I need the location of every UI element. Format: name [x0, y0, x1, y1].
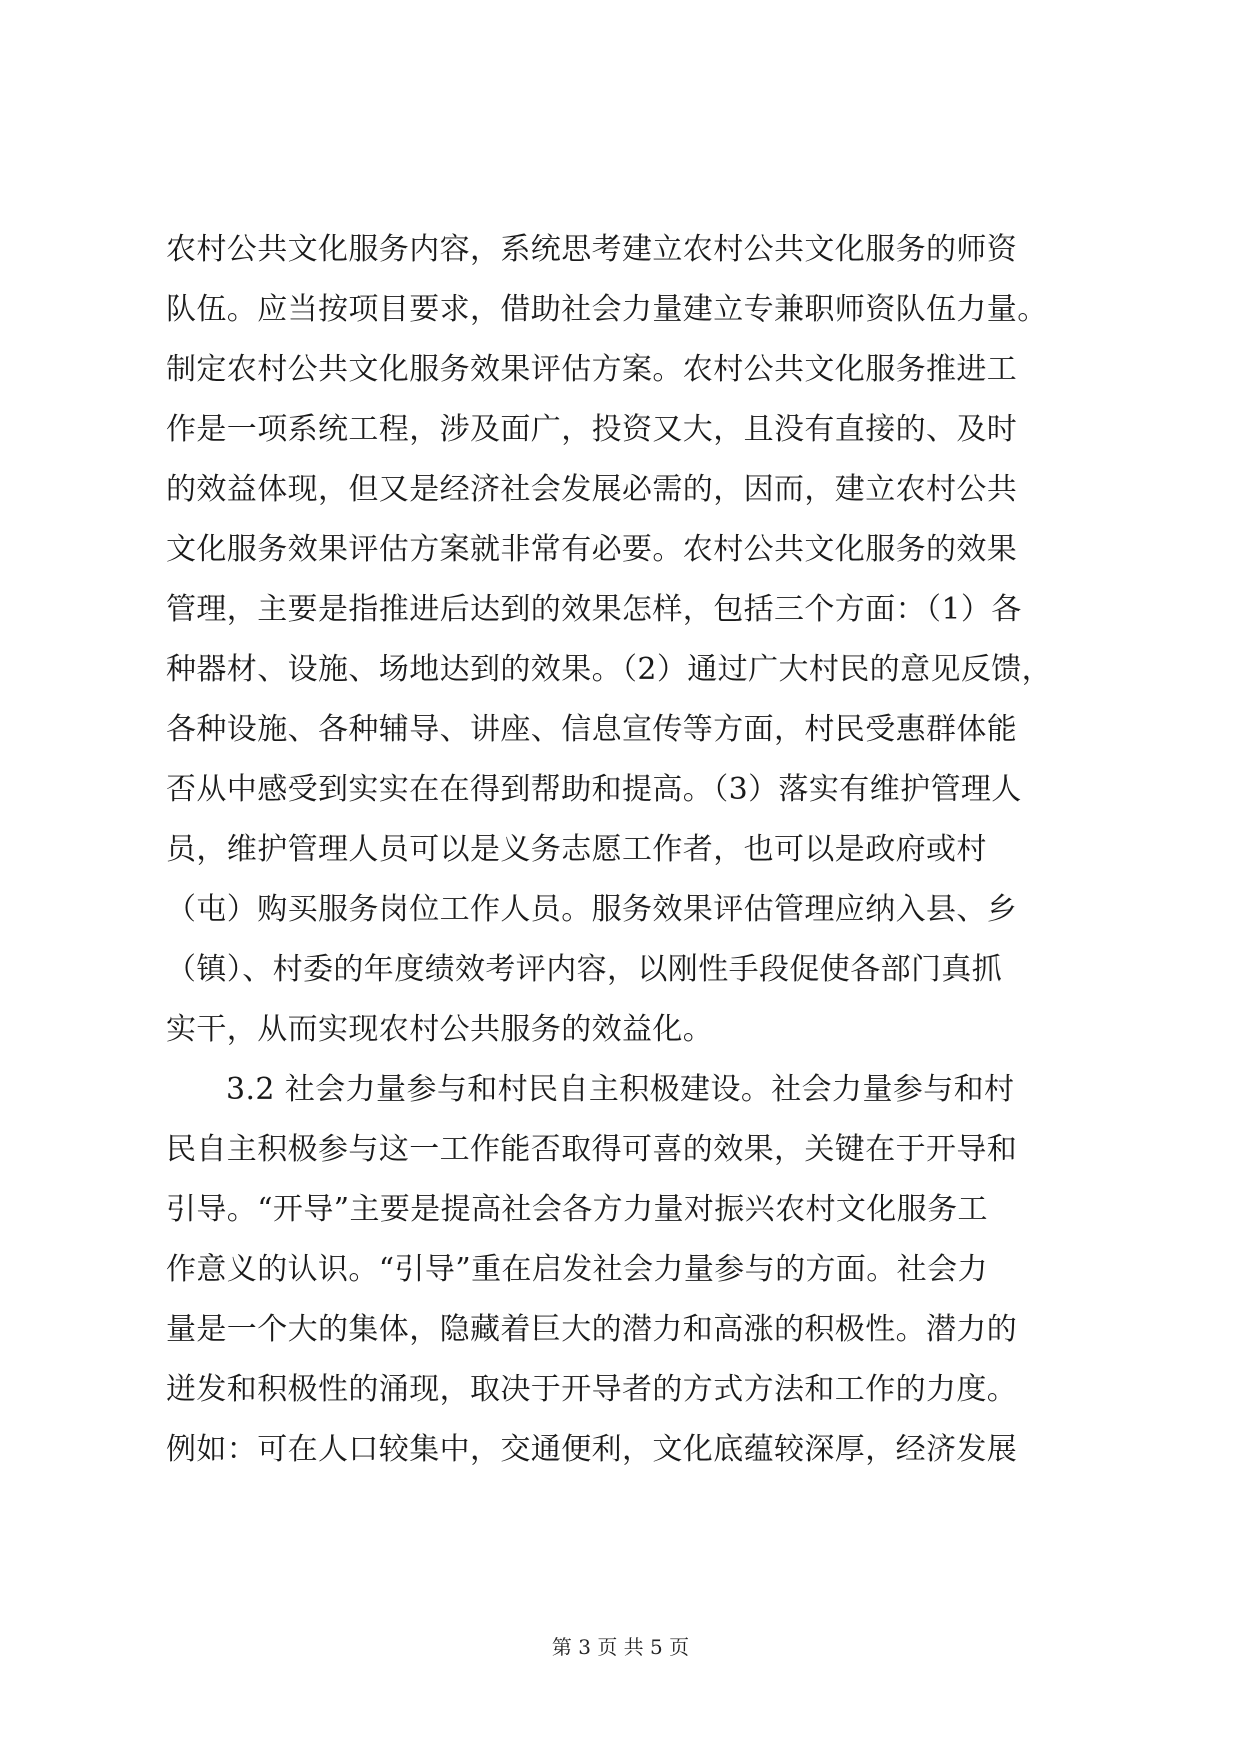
text-line: 作意义的认识。“引导”重在启发社会力量参与的方面。社会力 [166, 1252, 988, 1287]
text-line: 量是一个大的集体，隐藏着巨大的潜力和高涨的积极性。潜力的 [166, 1312, 1018, 1347]
text-line: 的效益体现，但又是经济社会发展必需的，因而，建立农村公共 [166, 472, 1018, 507]
text-line: 否从中感受到实实在在得到帮助和提高。（3）落实有维护管理人 [166, 772, 1022, 807]
text-line: 队伍。应当按项目要求，借助社会力量建立专兼职师资队伍力量。 [166, 292, 1048, 327]
text-line: 文化服务效果评估方案就非常有必要。农村公共文化服务的效果 [166, 532, 1018, 567]
text-line: 民自主积极参与这一工作能否取得可喜的效果，关键在于开导和 [166, 1132, 1018, 1167]
text-line: 作是一项系统工程，涉及面广，投资又大，且没有直接的、及时 [166, 412, 1018, 447]
document-body [166, 220, 1076, 1480]
text-line: 制定农村公共文化服务效果评估方案。农村公共文化服务推进工 [166, 352, 1018, 387]
text-line: 员，维护管理人员可以是义务志愿工作者，也可以是政府或村 [166, 832, 987, 867]
section-heading-line: 3.2 社会力量参与和村民自主积极建设。社会力量参与和村 [226, 1072, 1015, 1107]
text-line: 各种设施、各种辅导、讲座、信息宣传等方面，村民受惠群体能 [166, 712, 1018, 747]
text-line: （镇）、村委的年度绩效考评内容，以刚性手段促使各部门真抓 [166, 952, 1003, 987]
text-line: 实干，从而实现农村公共服务的效益化。 [166, 1012, 714, 1047]
page-number-footer: 第 3 页 共 5 页 [551, 1635, 690, 1659]
text-line: 管理，主要是指推进后达到的效果怎样，包括三个方面：（1）各 [166, 592, 1022, 627]
text-line: （屯）购买服务岗位工作人员。服务效果评估管理应纳入县、乡 [166, 892, 1018, 927]
text-line: 迸发和积极性的涌现，取决于开导者的方式方法和工作的力度。 [166, 1372, 1018, 1407]
text-line: 种器材、设施、场地达到的效果。（2）通过广大村民的意见反馈， [166, 652, 1053, 687]
text-line: 引导。“开导”主要是提高社会各方力量对振兴农村文化服务工 [166, 1192, 988, 1227]
text-line: 例如：可在人口较集中，交通便利，文化底蕴较深厚，经济发展 [166, 1432, 1018, 1467]
text-line: 农村公共文化服务内容，系统思考建立农村公共文化服务的师资 [166, 232, 1018, 267]
